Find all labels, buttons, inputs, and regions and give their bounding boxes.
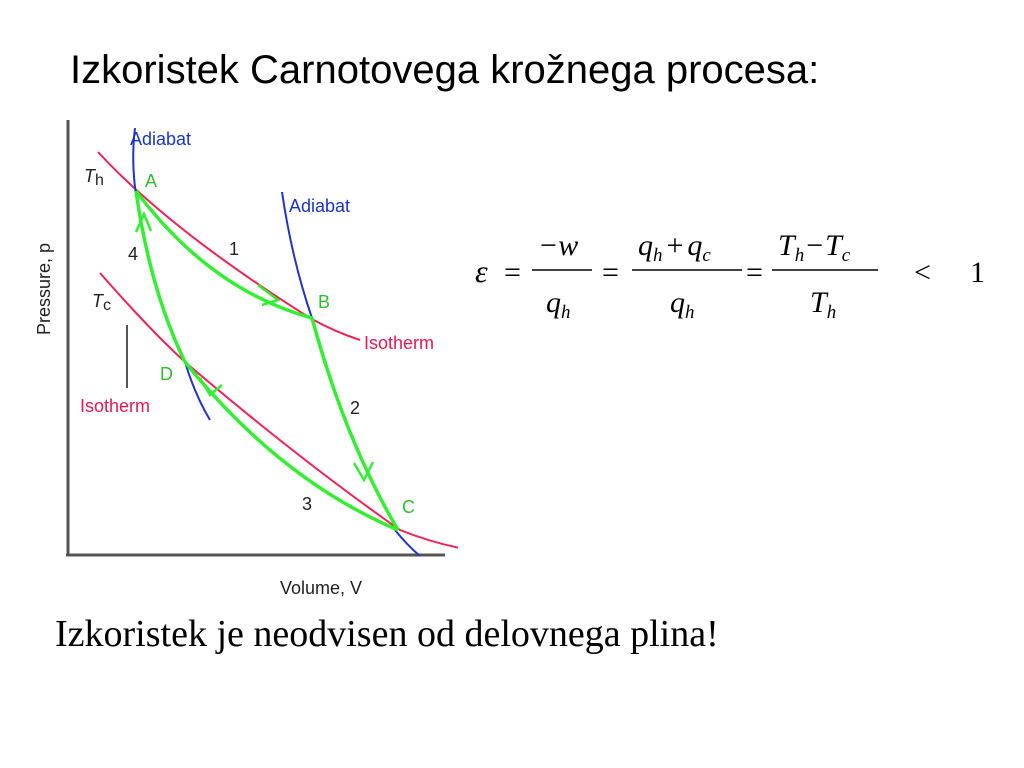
point-c-label: C bbox=[402, 497, 415, 517]
step-3-label: 3 bbox=[302, 494, 313, 514]
numerator-minus-w: −w bbox=[538, 229, 579, 262]
footer-statement: Izkoristek je neodvisen od delovnega plina! bbox=[55, 613, 719, 655]
equals-2: = bbox=[602, 256, 619, 289]
tc-label: Tc bbox=[92, 291, 111, 314]
efficiency-formula bbox=[470, 220, 1010, 340]
epsilon-symbol: ε bbox=[475, 253, 488, 289]
less-than-symbol: < bbox=[914, 256, 931, 289]
point-d-label: D bbox=[160, 364, 173, 384]
equals-3: = bbox=[746, 256, 763, 289]
step-4-label: 4 bbox=[128, 244, 139, 264]
equals-1: = bbox=[504, 256, 521, 289]
x-axis-label: Volume, V bbox=[280, 578, 363, 598]
point-a-label: A bbox=[145, 171, 158, 191]
step-1-label: 1 bbox=[229, 239, 240, 259]
numerator-qh-plus-qc: $q_h + q_c$ bbox=[638, 229, 711, 266]
one-value: 1 bbox=[970, 256, 985, 289]
page-title: Izkoristek Carnotovega krožnega procesa: bbox=[70, 48, 820, 92]
isotherm-hot-label: Isotherm bbox=[364, 333, 435, 353]
adiabat-right-label: Adiabat bbox=[289, 196, 351, 216]
denominator-q-1: $q_h$ bbox=[546, 286, 571, 323]
y-axis-label: Pressure, p bbox=[34, 242, 54, 335]
denominator-q-2: $q_h$ bbox=[670, 286, 695, 323]
th-label: Th bbox=[84, 166, 104, 189]
isotherm-cold-label: Isotherm bbox=[80, 396, 151, 416]
numerator-th-minus-tc: $T_h-T_c$ bbox=[778, 229, 851, 266]
step-2-label: 2 bbox=[350, 398, 361, 418]
adiabat-left-label: Adiabat bbox=[130, 129, 192, 149]
denominator-th: $T_h$ bbox=[810, 286, 837, 323]
point-b-label: B bbox=[318, 292, 331, 312]
